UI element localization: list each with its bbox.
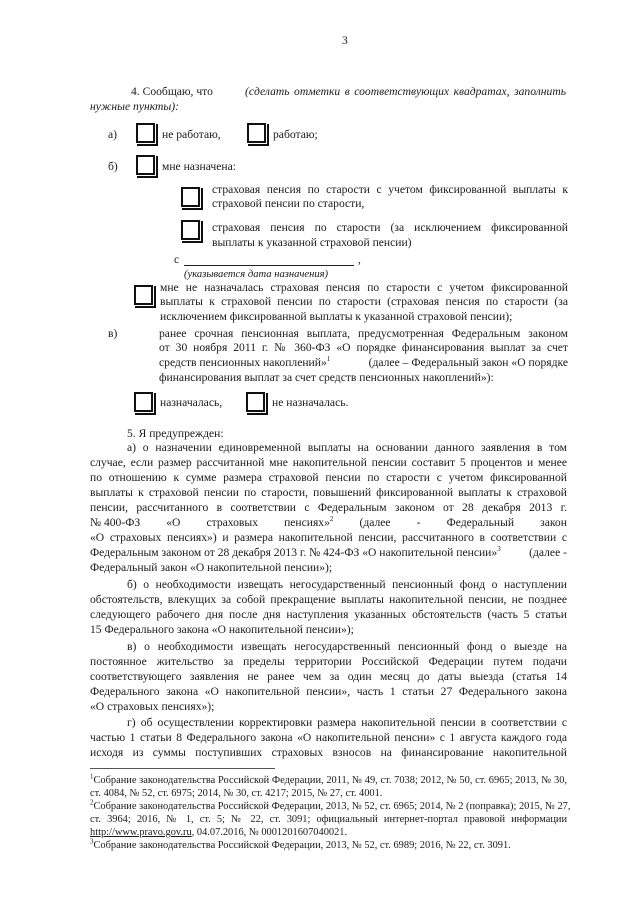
section5-heading: 5. Я предупрежден: [127,427,224,440]
s5a-line6 [90,516,567,530]
s5c-line1: в) о необходимости извещать негосударственный пенсионный фонд о выезде на [127,640,567,653]
checkbox-payment-assigned[interactable] [134,392,153,412]
footnote-2-line1: $^2$Собрание законодательства Российской Федерации, 2013, № 52, ст. 6965; 2014, № 2 (поправка); 2015, № 27, [90,798,571,812]
s5a-l6-w3: страховых [206,516,258,529]
label-payment-not-assigned: не назначалась. [272,396,349,409]
item-a-marker: а) [108,128,118,141]
footnote-1-mark: 1 [90,772,94,781]
section4-hint-line1: (сделать отметки в соответствующих квадратах, заполнить [245,85,566,98]
s5a-l6-w7: Федеральный [446,516,515,529]
footnote-2-mark: 2 [90,798,94,807]
footnote-2-line2: ст. 3964; 2016, № 1, ст. 5; № 22, ст. 3091; официальный интернет-портал правовой информации [90,814,567,825]
date-suffix: , [358,253,361,266]
s5d-line1: г) об осуществлении корректировки размера накопительной пенсии в соответствии с [127,716,567,729]
footnote-ref-1: 1 [326,355,331,364]
item-v-line2: от 30 ноября 2011 г. № 360-ФЗ «О порядке финансирования выплат за счет [159,341,568,354]
checkbox-pension-without-fixed[interactable] [181,220,200,240]
pension-without-fixed-line2: выплаты к указанной страховой пенсии) [212,236,412,249]
pension-without-fixed-line1: страховая пенсия по старости (за исключением фиксированной [212,221,568,234]
s5b-line3: следующего рабочего дня после дня наступления указанных обстоятельств (часть 5 статьи [90,608,567,621]
s5d-line2: частью 1 статьи 8 Федерального закона «О накопительной пенсии» с 1 августа каждого года [90,731,567,744]
s5b-line2: обстоятельств, влекущих за собой прекращение выплаты накопительной пенсии, не позднее [90,593,567,606]
s5a-l6-w6: - [416,516,421,529]
label-payment-assigned: назначалась, [160,396,223,409]
pension-not-assigned-line3: исключением фиксированной выплаты к указанной страховой пенсии); [160,310,513,323]
footnote-ref-2: 2 [329,515,334,524]
s5a-l6-w5: (далее [359,516,391,529]
date-caption: (указывается дата назначения) [184,269,329,280]
s5d-line3: исходя из суммы поступивших страховых взносов на финансирование накопительной [90,746,567,759]
s5a-l6-w2: «О [166,516,181,529]
s5b-line4: 15 Федерального закона «О накопительной пенсии»); [90,623,354,636]
footnote-3-line1: $^3$Собрание законодательства Российской Федерации, 2013, № 52, ст. 6989; 2016, № 22, ст. 3091. [90,837,511,851]
checkbox-not-working[interactable] [136,123,155,143]
s5a-l8-b: (далее - [529,546,567,559]
date-prefix: с [174,253,180,266]
section4-hint-line2: нужные пункты): [90,100,179,113]
s5c-line2: постоянное жительство за пределы территории Российской Федерации путем подачи [90,655,567,668]
s5c-line5: «О страховых пенсиях»); [90,700,215,713]
footnote-3-mark: 3 [90,837,94,846]
s5b-line1: б) о необходимости извещать негосударственный пенсионный фонд о наступлении [127,578,567,591]
footnote-ref-3: 3 [497,545,501,554]
checkbox-pension-with-fixed[interactable] [181,187,200,207]
s5a-line5: пенсии, рассчитанного в соответствии с Федеральным законом от 28 декабря 2013 г. [90,501,567,514]
page-number: 3 [342,34,348,47]
label-pension-assigned: мне назначена: [162,160,236,173]
section4-lead-text: 4. Сообщаю, что [131,85,213,98]
item-v-line1: ранее срочная пенсионная выплата, предусмотренная Федеральным законом [159,327,568,340]
pension-not-assigned-line1: мне не назначалась страховая пенсия по старости с учетом фиксированной [160,281,568,294]
section4-lead [131,85,213,99]
checkbox-pension-assigned[interactable] [136,155,155,175]
label-not-working: не работаю, [162,128,221,141]
footnote-separator [90,768,275,769]
pension-with-fixed-line2: страховой пенсии по старости, [212,197,365,210]
pension-with-fixed-line1: страховая пенсия по старости с учетом фиксированной выплаты к [212,183,568,196]
item-v-line3-b: (далее – Федеральный закон «О порядке [368,356,568,369]
s5c-line3: соответствующего заявления не ранее чем за один месяц до даты выезда (статья 14 [90,670,567,683]
s5a-l6-w4: пенсиях»$^2$ [284,515,334,529]
checkbox-payment-not-assigned[interactable] [246,392,265,412]
footnote-1-line1: $^1$Собрание законодательства Российской Федерации, 2011, № 49, ст. 7038; 2012, № 50, ст. 6965; 2013, № 30, [90,772,567,786]
checkbox-pension-not-assigned[interactable] [134,285,153,305]
item-v-marker: в) [108,327,118,340]
checkbox-working[interactable] [247,123,266,143]
s5a-l6-w1: № 400-ФЗ [90,516,141,529]
item-v-line3 [159,356,568,370]
s5a-l6-w8: закон [540,516,567,529]
item-v-line4: финансирования выплат за счет средств пенсионных накоплений»): [159,371,494,384]
pravo-link[interactable]: http://www.pravo.gov.ru [90,827,192,838]
footnote-2-line3-rest: , 04.07.2016, № 0001201607040021. [191,827,348,838]
date-input-line[interactable] [184,265,354,266]
item-v-line3-a: средств пенсионных накоплений»$^1$ [159,355,331,369]
s5a-line9: Федеральный закон «О накопительной пенсии»); [90,561,333,574]
s5c-line4: Федерального закона «О накопительной пенсии», часть 1 статьи 27 Федерального закона [90,685,567,698]
label-working: работаю; [273,128,318,141]
s5a-line4: выплаты к страховой пенсии по старости, повышений фиксированной выплаты к страховой [90,486,567,499]
s5a-line3: по отношению к сумме размера страховой пенсии по старости с учетом фиксированной [90,471,567,484]
item-b-marker: б) [108,160,118,173]
footnote-2-line3 [90,827,347,839]
s5a-line8 [90,546,567,560]
s5a-l8-a: Федеральным законом от 28 декабря 2013 г. № 424-ФЗ «О накопительной пенсии»$^3$ [90,545,501,559]
pension-not-assigned-line2: выплаты к страховой пенсии по старости (страховая пенсия по старости (за [160,295,568,308]
s5a-line2: случае, если размер рассчитанной мне накопительной пенсии составит 5 процентов и менее [90,456,567,469]
s5a-line1: а) о назначении единовременной выплаты на основании данного заявления в том [127,441,567,454]
s5a-line7: «О страховых пенсиях») и размера накопительной пенсии, рассчитанного в соответствии с [90,531,567,544]
footnote-1-line2: ст. 4084, № 52, ст. 6975; 2014, № 30, ст. 4217; 2015, № 27, ст. 4001. [90,788,383,799]
